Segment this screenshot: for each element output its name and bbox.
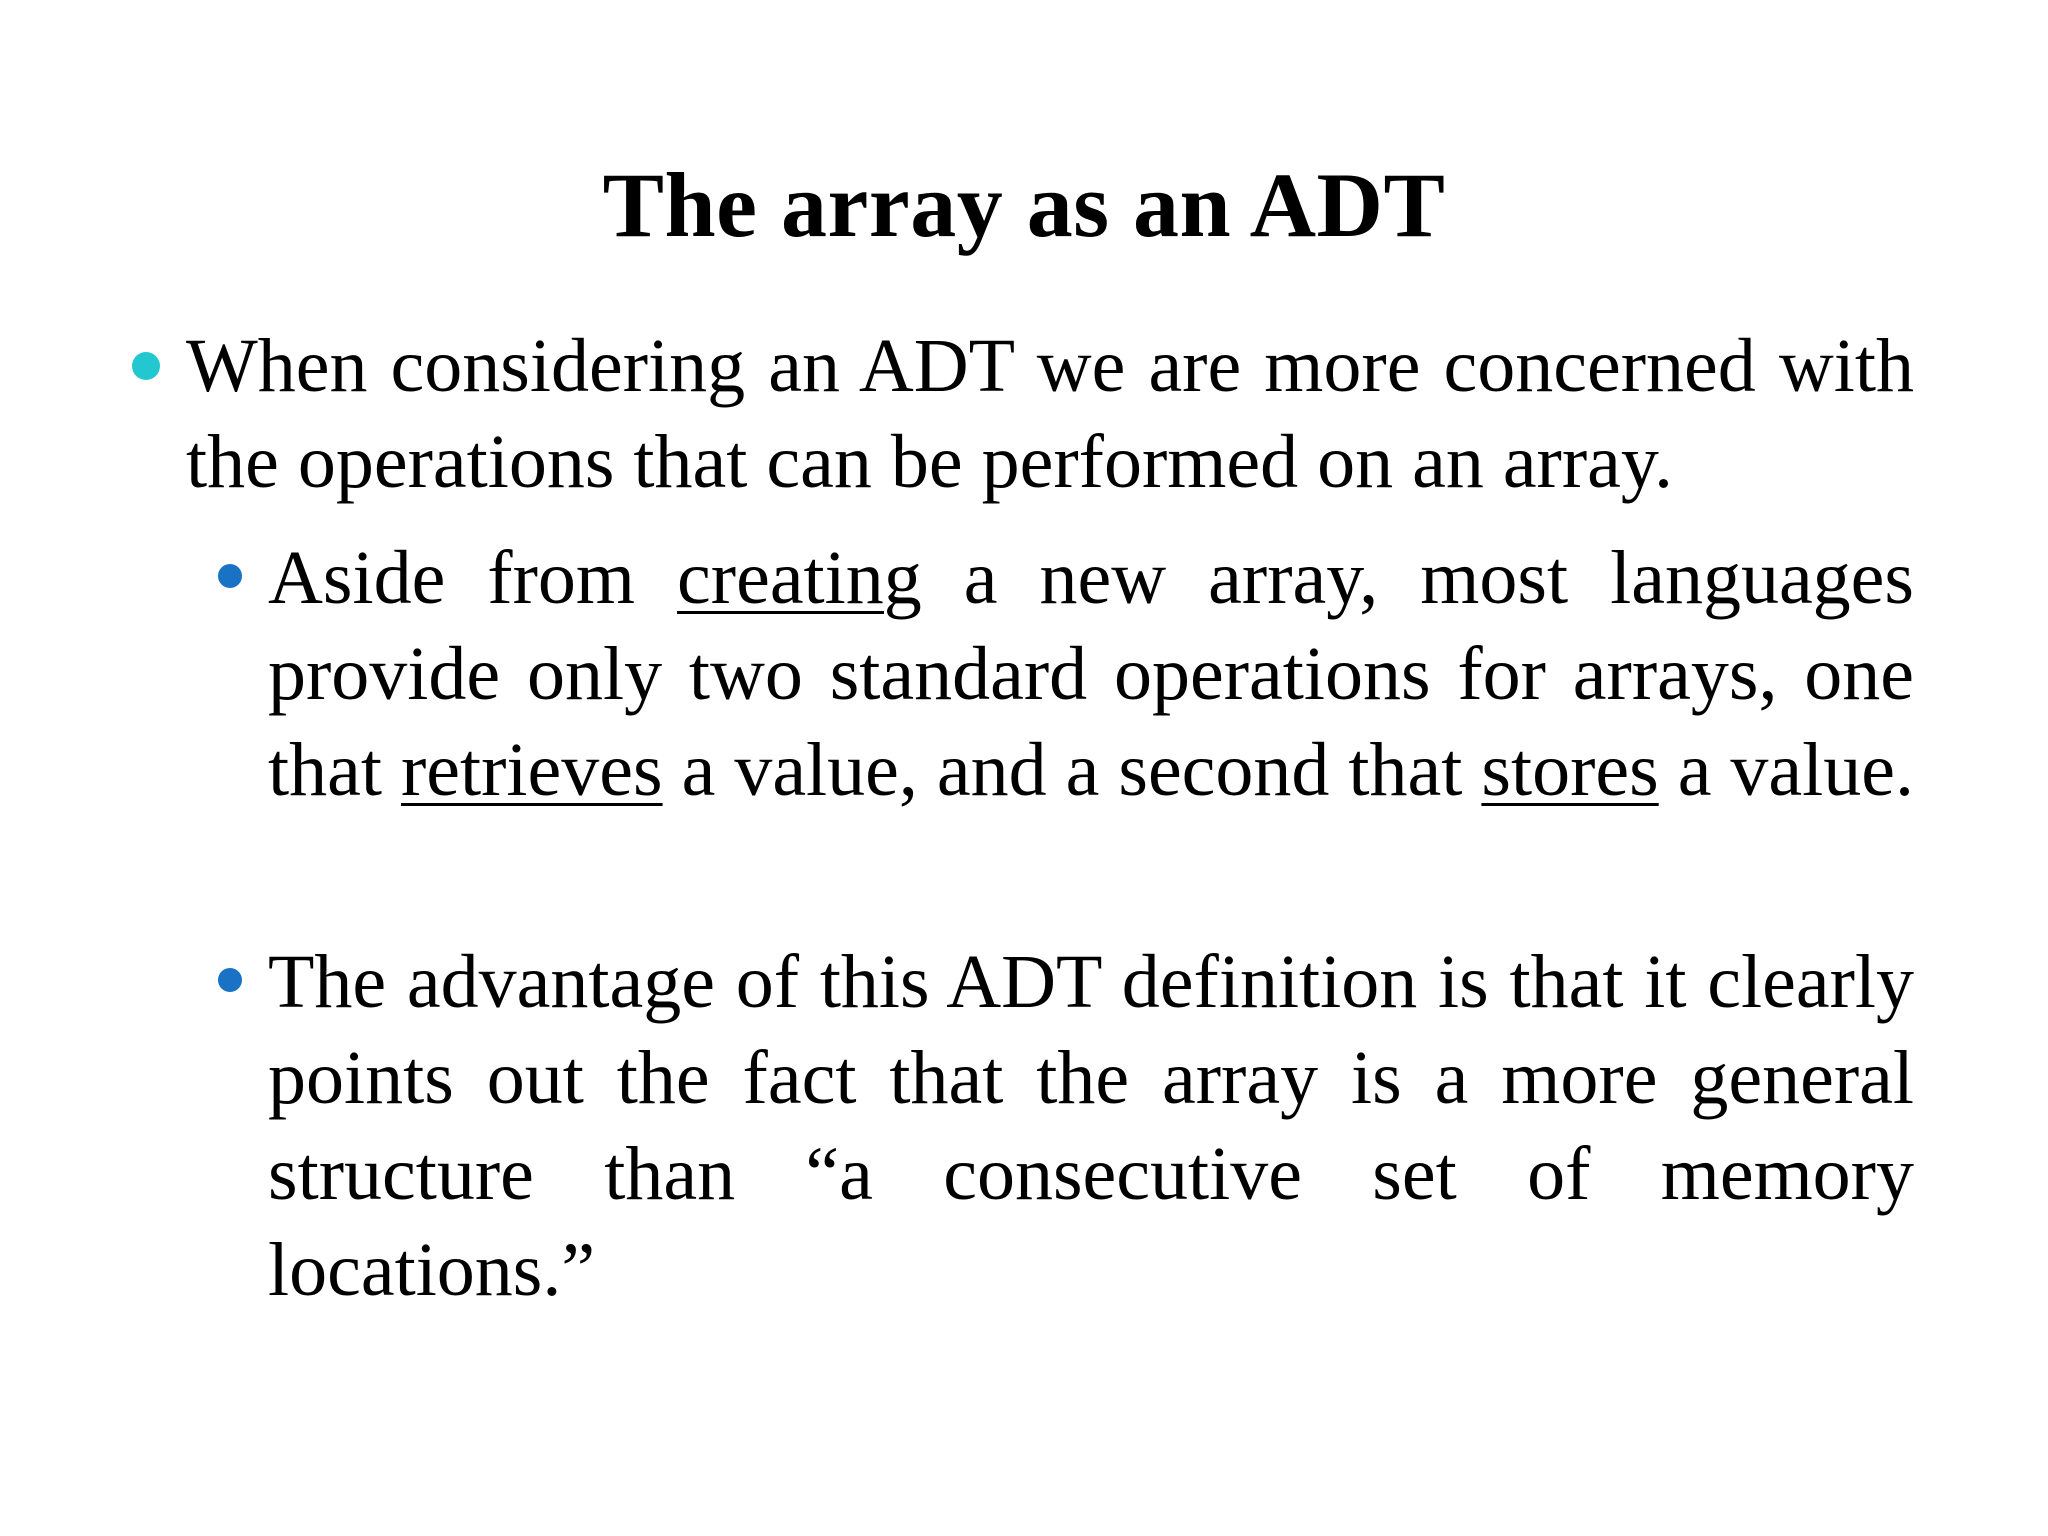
- bullet-text: When considering an ADT we are more concerned with the operations that can be performed on an array.: [186, 324, 1914, 504]
- sub-bullet-dot-icon: [218, 564, 242, 588]
- underlined-term-creating: creating: [677, 536, 922, 620]
- text-run: a value, and a second that: [662, 728, 1482, 812]
- text-run: a value.: [1658, 728, 1914, 812]
- sub-bullet-dot-icon: [218, 968, 242, 992]
- bullet-dot-icon: [132, 352, 160, 380]
- underlined-term-retrieves: retrieves: [400, 728, 663, 812]
- underlined-term-stores: stores: [1481, 728, 1659, 812]
- sub-bullet-text: The advantage of this ADT definition is that it clearly points out the fact that the array is a more general structure than “a consecutive set of memory locations.”: [268, 940, 1914, 1312]
- text-run: a new array, most languages provide only two standard operations for arrays, one that: [268, 536, 1914, 812]
- slide-title: The array as an ADT: [602, 154, 1446, 256]
- text-run: Aside from: [268, 536, 678, 620]
- sub-bullet-text: [268, 530, 1914, 818]
